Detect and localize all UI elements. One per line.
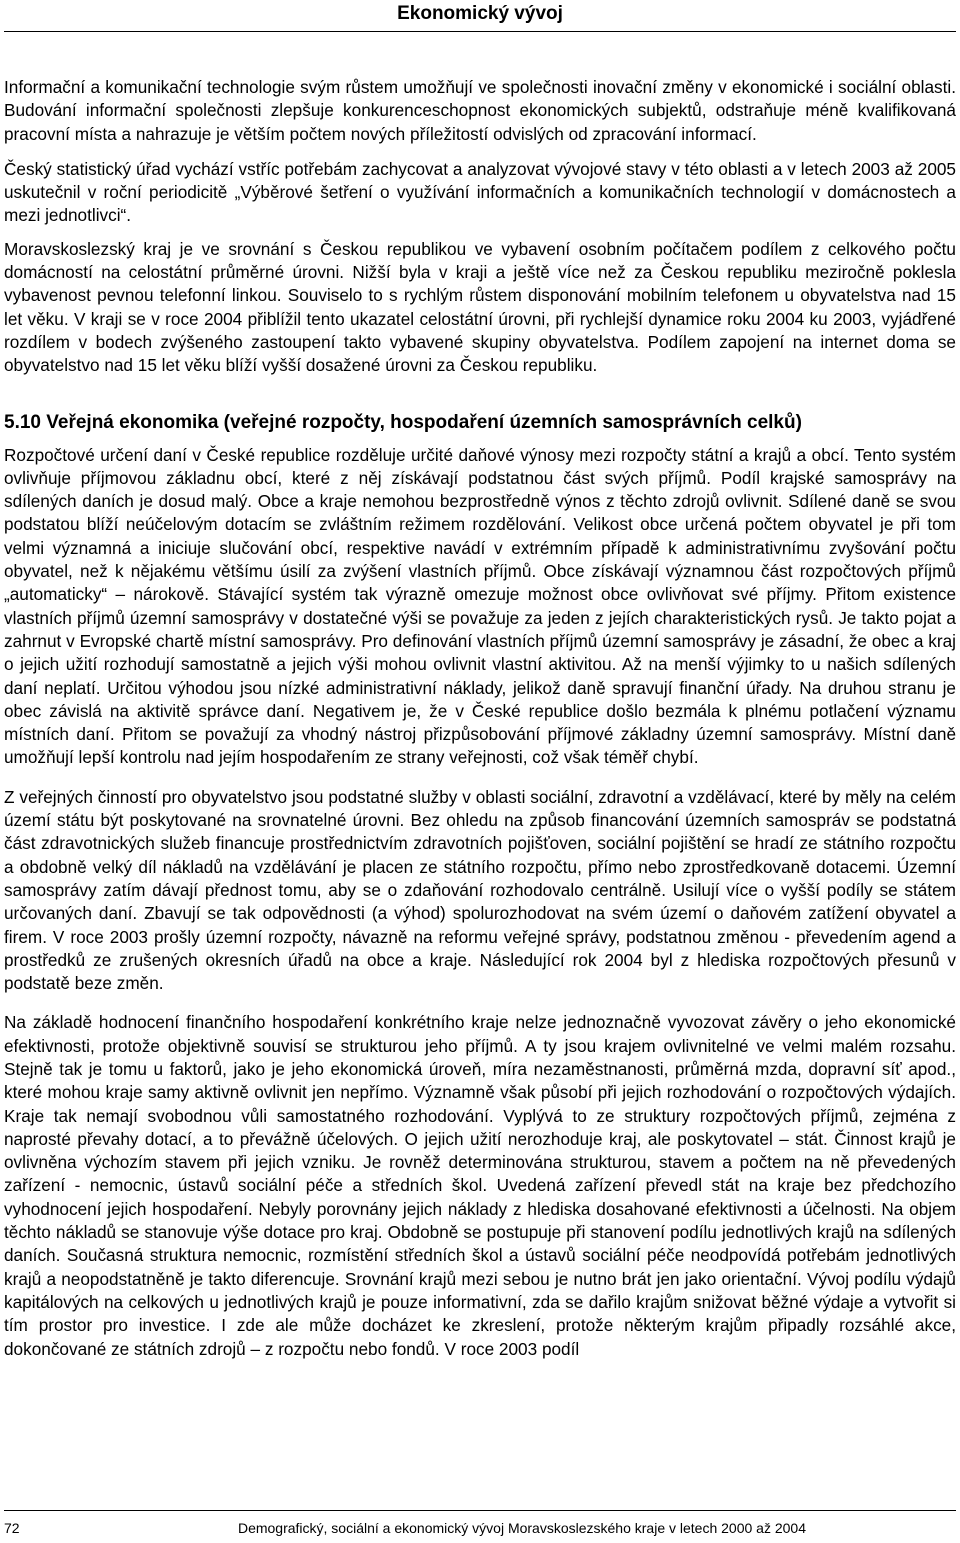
header-divider xyxy=(4,31,956,32)
section-heading: 5.10 Veřejná ekonomika (veřejné rozpočty, hospodaření územních samosprávních celků) xyxy=(4,411,802,433)
running-header-title: Ekonomický vývoj xyxy=(397,3,563,24)
footer-divider xyxy=(4,1510,956,1511)
paragraph-section-3: Na základě hodnocení finančního hospodaření konkrétního kraje nelze jednoznačně vyvozovat závěry o jeho ekonomické efektivnosti, protože objektivně souvisí se strukturou jeho příjmů. A ty jsou krajem ovlivnitelné ve velmi malém rozsahu. Stejně tak je tomu u faktorů, jako je jeho ekonomická úroveň, míra nezaměstnanosti, průměrná mzda, dopravní síť apod., které mohou kraje samy aktivně ovlivnit jen nepřímo. Významně však působí při jejich rozhodování o rozpočtových výdajích. Kraje tak nemají svobodnou vůli samostatného rozhodování. Vyplývá to ze struktury rozpočtových příjmů, zejména z naprosté převahy dotací, a to převážně účelových. O jejich užití nerozhoduje kraj, ale poskytovatel – stát. Činnost krajů je ovlivněna výchozím stavem při jejich vzniku. Je rovněž determinována strukturou, stavem a počtem na ně převedených zařízení - nemocnic, ústavů sociální péče a středních škol. Uvedená zařízení převedl stát na kraje bez předchozího vyhodnocení jejich hospodaření. Nebyly porovnány jejich náklady z hlediska dosahované efektivnosti a účelnosti. Na objem těchto nákladů se stanovuje výše dotace pro kraj. Obdobně se postupuje při stanovení podílu jednotlivých krajů na sdílených daních. Současná struktura nemocnic, rozmístění středních škol a ústavů sociální péče neodpovídá potřebám jednotlivých krajů a neopodstatněně je takto diferencuje. Srovnání krajů mezi sebou je nutno brát jen jako orientační. Vývoj podílu výdajů kapitálových na celkových u jednotlivých krajů je pouze informativní, zda se dařilo krajům snižovat běžné výdaje a vytvořit si tím prostor pro investice. I zde ale může docházet ke zkreslení, protože některým krajům připadly rozsáhlé akce, dokončované ze státních zdrojů – z rozpočtu nebo fondů. V roce 2003 podíl xyxy=(4,1012,956,1359)
page-footer xyxy=(4,1513,956,1536)
paragraph-section-1: Rozpočtové určení daní v České republice rozděluje určité daňové výnosy mezi rozpočty státní a krajů a obcí. Tento systém ovlivňuje příjmovou základnu obcí, které z něj získávají podstatnou část svých příjmů. Podíl krajské samosprávy na sdílených daních je dosud malý. Obce a kraje nemohou bezprostředně výnos z těchto zdrojů ovlivnit. Sdílené daně se svou podstatou blíží neúčelovým dotacím se zvláštním režimem rozdělování. Velikost obce určená počtem obyvatel je při tom velmi významná a iniciuje slučování obcí, respektive navádí v extrémním případě k administrativnímu zvyšování počtu obyvatel, než k nějakému většímu úsilí za zvýšení vlastních příjmů. Obce získávají významnou část rozpočtových příjmů „automaticky“ – nárokově. Stávající systém tak výrazně omezuje možnost obce ovlivňovat své příjmy. Přitom existence vlastních příjmů územní samosprávy v dostatečné výši se považuje za jeden z jejích charakteristických rysů. Je takto pojat a zahrnut v Evropské chartě místní samosprávy. Pro definování vlastních příjmů územní samosprávy je zásadní, že obec a kraj o jejich užití rozhodují samostatně a jejich výši mohou ovlivnit vlastní aktivitou. Až na menší výjimky to u našich sdílených daní neplatí. Určitou výhodou jsou nízké administrativní náklady, jelikož daně spravují finanční úřady. Na druhou stranu je obec závislá na aktivitě správce daní. Negativem je, že v České republice došlo bezmála k plnému potlačení významu místních daní. Přitom se považují za vhodný nástroj přizpůsobování příjmové základny územní samosprávy. Místní daně umožňují lepší kontrolu nad jejím hospodařením ze strany veřejnosti, což však téměř chybí. xyxy=(4,444,956,768)
footer-publication-title: Demografický, sociální a ekonomický vývoj Moravskoslezského kraje v letech 2000 až 2004 xyxy=(237,1520,806,1536)
paragraph-intro-2: Český statistický úřad vychází vstříc potřebám zachycovat a analyzovat vývojové stavy v této oblasti a v letech 2003 až 2005 uskutečnil v roční periodicitě „Výběrové šetření o využívání informačních a komunikačních technologií v domácnostech a mezi jednotlivci“. xyxy=(4,158,956,226)
document-page xyxy=(4,0,956,1361)
page-number: 72 xyxy=(4,1520,20,1536)
paragraph-intro-3: Moravskoslezský kraj je ve srovnání s Českou republikou ve vybavení osobním počítačem podílem z celkového počtu domácností na celostátní průměrné úrovni. Nižší byla v kraji a ještě více než za Českou republiku meziročně poklesla vybavenost pevnou telefonní linkou. Souviselo to s rychlým růstem disponování mobilním telefonem u obyvatelstva nad 15 let věku. V kraji se v roce 2004 přiblížil tento ukazatel celostátní úrovni, při rychlejší dynamice roku 2004 ku 2003, vyjádřené rozdílem v bodech zvýšeného zastoupení takto vybavené skupiny obyvatelstva. Podílem zapojení na internet doma se obyvatelstvo nad 15 let věku blíží vyšší dosažené úrovni za Českou republiku. xyxy=(4,238,956,376)
paragraph-section-2: Z veřejných činností pro obyvatelstvo jsou podstatné služby v oblasti sociální, zdravotní a vzdělávací, které by měly na celém území státu být poskytované na srovnatelné úrovni. Bez ohledu na způsob financování územních samospráv se podstatná část zdravotnických služeb financuje prostřednictvím zdravotních pojišťoven, sociální pojištění se hradí ze státního rozpočtu a obdobně velký díl nákladů na vzdělávání je placen ze státního rozpočtu, přímo nebo zprostředkovaně dotacemi. Územní samosprávy zatím dávají přednost tomu, aby se o zdaňování rozhodovalo centrálně. Usilují více o vyšší podíly se státem určovaných daní. Zbavují se tak odpovědnosti (a výhod) spolurozhodovat na svém území o daňovém zatížení obyvatel a firem. V roce 2003 prošly územní rozpočty, návazně na reformu veřejné správy, podstatnou změnou - převedením agend a prostředků ze zrušených okresních úřadů na obce a kraje. Následující rok 2004 byl z hlediska rozpočtových přesunů v podstatě beze změn. xyxy=(4,786,956,994)
paragraph-intro-1: Informační a komunikační technologie svým růstem umožňují ve společnosti inovační změny v ekonomické i sociální oblasti. Budování informační společnosti zlepšuje konkurenceschopnost ekonomických subjektů, odstraňuje méně kvalifikovaná pracovní místa a nahrazuje je větším počtem nových příležitostí odvislých od zpracování informací. xyxy=(4,77,956,144)
